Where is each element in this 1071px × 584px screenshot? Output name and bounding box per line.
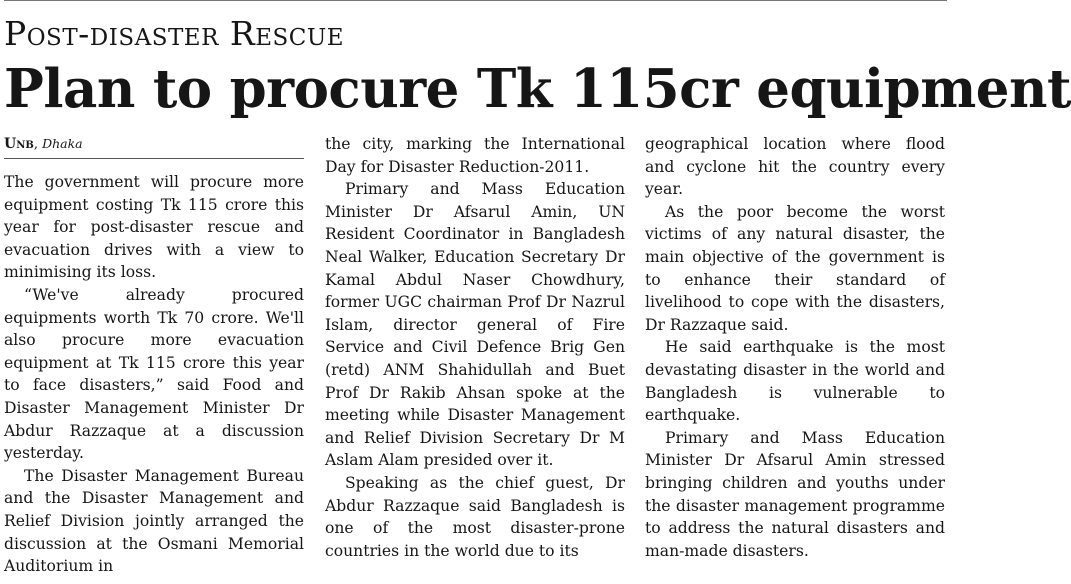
section-kicker: Post-disaster Rescue [4, 14, 345, 53]
top-rule [4, 0, 947, 1]
paragraph: Primary and Mass Education Minister Dr Afsarul Amin, UN Resident Coordinator in Bangladesh Neal Walker, Education Secretary Dr Kamal Abdul Naser Chowdhury, former UGC chairman Prof Dr Nazrul Islam, director general of Fire Service and Civil Defence Brig Gen (retd) ANM Shahidullah and Buet Prof Dr Rakib Ahsan spoke at the meeting while Disaster Management and Relief Division Secretary Dr M Aslam Alam presided over it. [325, 180, 625, 470]
paragraph: Primary and Mass Education Minister Dr Afsarul Amin stressed bringing children and youths under the disaster management programme to address the natural disasters and man-made disasters. [645, 428, 945, 560]
paragraph: The Disaster Management Bureau and the Disaster Management and Relief Division jointly arranged the discussion at the Osmani Memorial Auditorium in [4, 466, 304, 576]
article-column-3 [645, 133, 945, 584]
article-column-2 [325, 133, 625, 584]
dateline: Unb, Dhaka [4, 133, 304, 159]
paragraph: He said earthquake is the most devastating disaster in the world and Bangladesh is vulnerable to earthquake. [645, 338, 945, 425]
byline-agency: Unb [4, 136, 34, 152]
paragraph: “We've already procured equipments worth Tk 70 crore. We'll also procure more evacuation equipment at Tk 115 crore this year to face disasters,” said Food and Disaster Management Minister Dr Abdur Razzaque at a discussion yesterday. [4, 285, 304, 463]
byline-place: Dhaka [42, 136, 83, 151]
article-column-1 [4, 133, 304, 584]
paragraph: As the poor become the worst victims of any natural disaster, the main objective of the government is to enhance their standard of livelihood to cope with the disasters, Dr Razzaque said. [645, 202, 945, 334]
paragraph: The government will procure more equipment costing Tk 115 crore this year for post-disaster rescue and evacuation drives with a view to minimising its loss. [4, 173, 304, 282]
paragraph: Speaking as the chief guest, Dr Abdur Razzaque said Bangladesh is one of the most disaster-prone countries in the world due to its [325, 473, 625, 560]
paragraph: the city, marking the International Day for Disaster Reduction-2011. [325, 135, 625, 176]
headline: Plan to procure Tk 115cr equipment [4, 58, 1071, 120]
paragraph: geographical location where flood and cyclone hit the country every year. [645, 135, 945, 199]
